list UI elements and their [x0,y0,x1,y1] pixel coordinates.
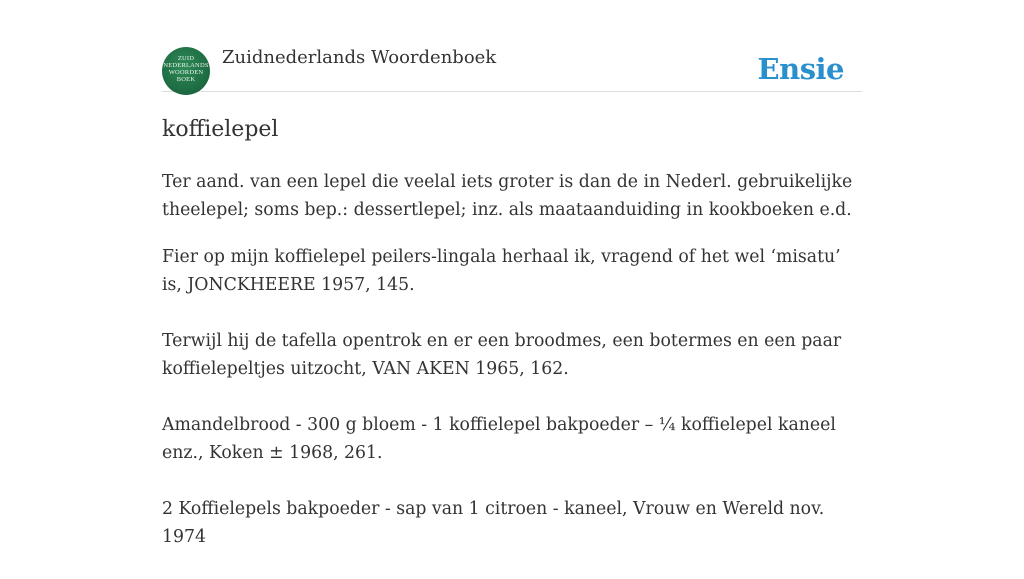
entry-quote: Terwijl hij de tafella opentrok en er een broodmes, een botermes en een paar koffielepeltjes uitzocht, VAN AKEN 1965, 162. [162,331,842,379]
header [162,45,862,92]
dictionary-logo[interactable] [162,47,210,95]
dictionary-title-link[interactable]: Zuidnederlands Woordenboek [222,47,497,68]
entry-definition: Ter aand. van een lepel die veelal iets groter is dan de in Nederl. gebruikelijke theelepel; soms bep.: dessertlepel; inz. als maataanduiding in kookboeken e.d. [162,172,853,220]
ensie-brand-logo[interactable]: Ensie [757,52,844,86]
entry-quote: Fier op mijn koffielepel peilers-lingala herhaal ik, vragend of het wel ‘misatu’ is, JONCKHEERE 1957, 145. [162,247,841,295]
entry-word: koffielepel [162,117,279,142]
logo-line: BOEK [176,76,196,83]
page [162,0,862,547]
logo-line: ZUID [177,55,195,62]
logo-text [162,55,210,83]
entry-content [162,168,862,579]
logo-line: WOORDEN [168,69,204,76]
entry-quote: Amandelbrood - 300 g bloem - 1 koffielepel bakpoeder – ¼ koffielepel kaneel enz., Koken ± 1968, 261. [162,415,836,463]
entry-quote: 2 Koffielepels bakpoeder - sap van 1 citroen - kaneel, Vrouw en Wereld nov. 1974 [162,499,825,547]
logo-line: NEDERLANDS [163,62,209,69]
